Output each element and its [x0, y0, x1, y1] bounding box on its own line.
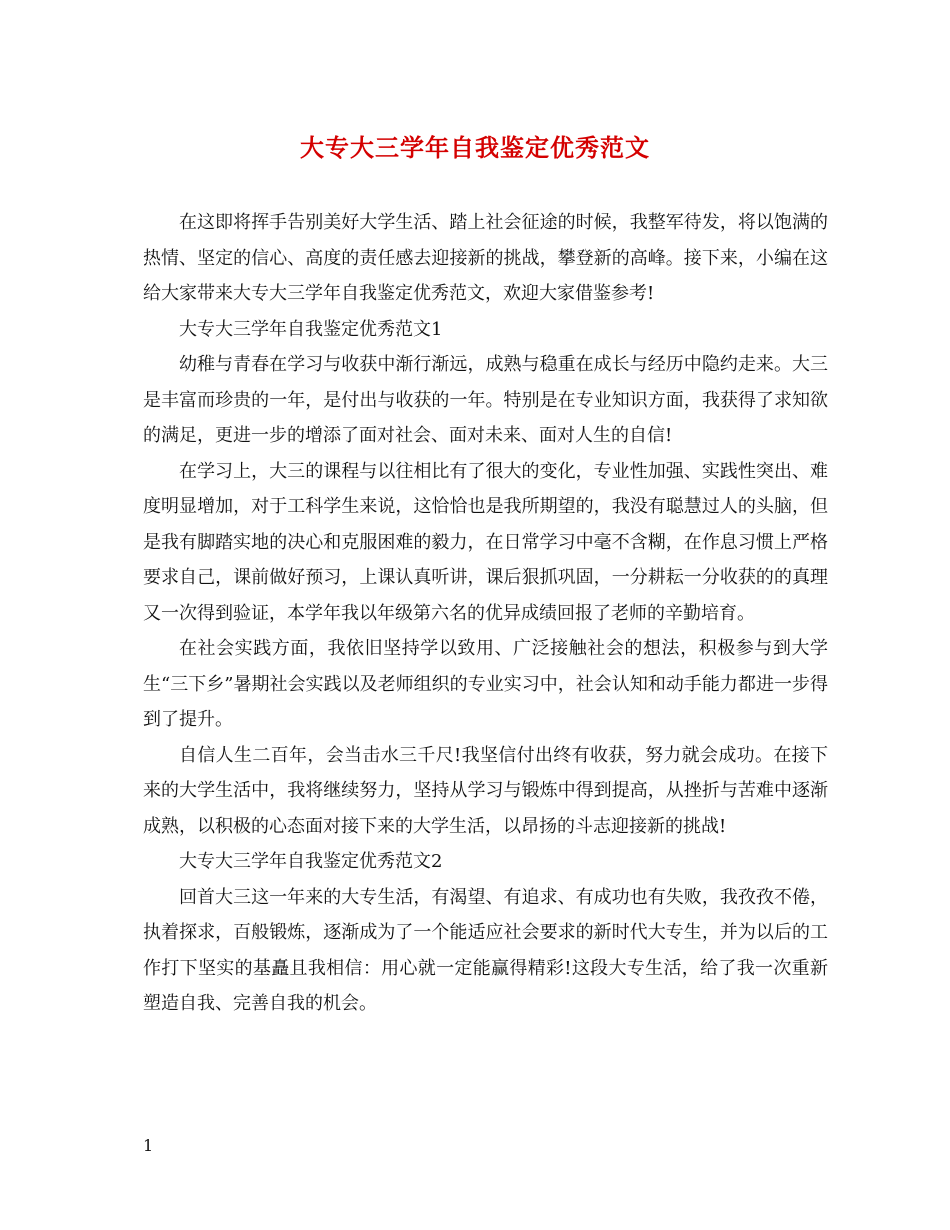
body-paragraph: 自信人生二百年，会当击水三千尺!我坚信付出终有收获，努力就会成功。在接下来的大学生活中，我将继续努力，坚持从学习与锻炼中得到提高，从挫折与苦难中逐渐成熟，以积极的心态面对接下来的大学生活，以昂扬的斗志迎接新的挑战!: [143, 744, 828, 837]
body-paragraph: 回首大三这一年来的大专生活，有渴望、有追求、有成功也有失败，我孜孜不倦，执着探求，百般锻炼，逐渐成为了一个能适应社会要求的新时代大专生，并为以后的工作打下坚实的基矗且我相信：用心就一定能赢得精彩!这段大专生活，给了我一次重新塑造自我、完善自我的机会。: [143, 886, 828, 1014]
body-paragraph: 幼稚与青春在学习与收获中渐行渐远，成熟与稳重在成长与经历中隐约走来。大三是丰富而珍贵的一年，是付出与收获的一年。特别是在专业知识方面，我获得了求知欲的满足，更进一步的增添了面对社会、面对未来、面对人生的自信!: [143, 354, 828, 446]
section-heading-2: 大专大三学年自我鉴定优秀范文2: [179, 851, 443, 872]
body-paragraph: 在社会实践方面，我依旧坚持学以致用、广泛接触社会的想法，积极参与到大学生“三下乡”暑期社会实践以及老师组织的专业实习中，社会认知和动手能力都进一步得到了提升。: [143, 638, 828, 730]
page-number: 1: [143, 1136, 154, 1155]
document-title: 大专大三学年自我鉴定优秀范文: [300, 133, 650, 162]
body-paragraph: 在学习上，大三的课程与以往相比有了很大的变化，专业性加强、实践性突出、难度明显增加，对于工科学生来说，这恰恰也是我所期望的，我没有聪慧过人的头脑，但是我有脚踏实地的决心和克服困难的毅力，在日常学习中毫不含糊，在作息习惯上严格要求自己，课前做好预习，上课认真听讲，课后狠抓巩固，一分耕耘一分收获的的真理又一次得到验证，本学年我以年级第六名的优异成绩回报了老师的辛勤培育。: [143, 460, 828, 624]
section-heading-1: 大专大三学年自我鉴定优秀范文1: [179, 318, 443, 340]
document-body: [143, 205, 828, 1022]
intro-paragraph: 在这即将挥手告别美好大学生活、踏上社会征途的时候，我整军待发，将以饱满的热情、坚定的信心、高度的责任感去迎接新的挑战，攀登新的高峰。接下来，小编在这给大家带来大专大三学年自我鉴定优秀范文，欢迎大家借鉴参考!: [143, 212, 828, 304]
